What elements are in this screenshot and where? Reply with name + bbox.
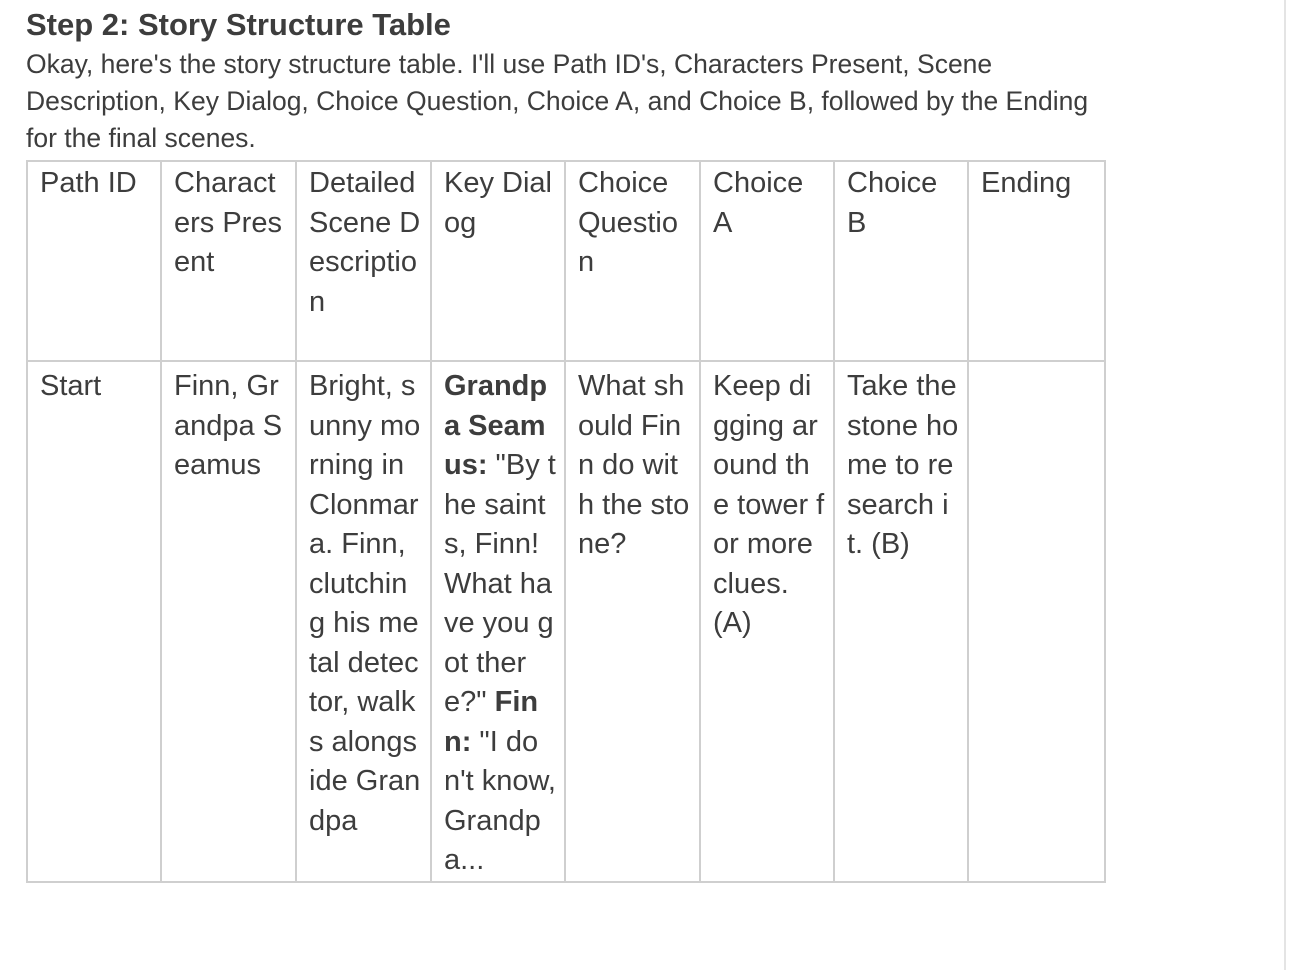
dialog-line: "By the saints, Finn! What have you got there?" xyxy=(444,449,556,718)
header-choice-question: Choice Question xyxy=(565,161,700,361)
cell-scene-description: Bright, sunny morning in Clonmara. Finn, clutching his metal detector, walks alongside Grandpa xyxy=(296,361,431,882)
cell-choice-a: Keep digging around the tower for more clues. (A) xyxy=(700,361,834,882)
table-header-row xyxy=(27,161,1105,361)
header-choice-a: Choice A xyxy=(700,161,834,361)
header-path-id: Path ID xyxy=(27,161,161,361)
cell-characters: Finn, Grandpa Seamus xyxy=(161,361,296,882)
cell-path-id: Start xyxy=(27,361,161,882)
dialog-speaker: Grandpa Seamus: xyxy=(444,370,548,481)
header-scene-description: Detailed Scene Description xyxy=(296,161,431,361)
header-characters-present: Characters Present xyxy=(161,161,296,361)
cell-choice-b: Take the stone home to research it. (B) xyxy=(834,361,968,882)
intro-paragraph: Okay, here's the story structure table. I'll use Path ID's, Characters Present, Scene Description, Key Dialog, Choice Question, Choice A, and Choice B, followed by the Ending for the final scenes. xyxy=(26,49,1089,153)
table-row xyxy=(27,361,1105,882)
page-right-rule xyxy=(1284,0,1286,970)
document-content xyxy=(26,4,1126,883)
cell-ending xyxy=(968,361,1105,882)
dialog-speaker: Finn: xyxy=(444,686,539,758)
cell-choice-question: What should Finn do with the stone? xyxy=(565,361,700,882)
header-ending: Ending xyxy=(968,161,1105,361)
header-key-dialog: Key Dialog xyxy=(431,161,565,361)
dialog-line: "I don't know, Grandpa... xyxy=(444,725,556,876)
header-choice-b: Choice B xyxy=(834,161,968,361)
section-heading: Step 2: Story Structure Table xyxy=(26,7,451,42)
cell-key-dialog xyxy=(431,361,565,882)
story-structure-table xyxy=(26,160,1106,883)
